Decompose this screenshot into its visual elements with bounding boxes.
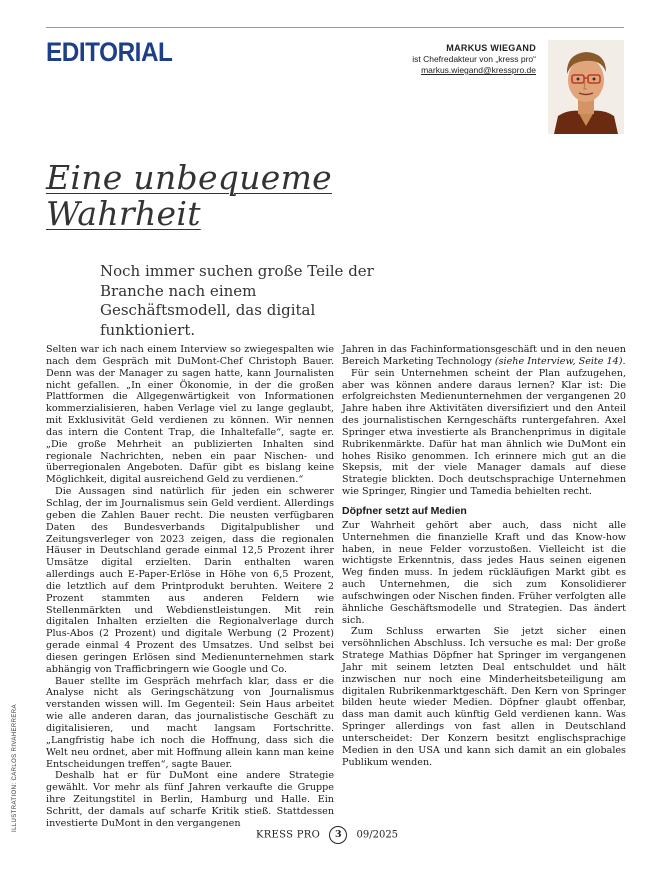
author-role: ist Chefredakteur von „kress pro“: [412, 54, 536, 64]
article-deck: Noch immer suchen große Teile der Branche nach einem Geschäftsmodell, das digital funktioniert.: [100, 262, 374, 339]
body-paragraph: Für sein Unternehmen scheint der Plan aufzugehen, aber was können andere daraus lernen? Klar ist: Die erfolgreichsten Medienunternehmen der vergangenen 20 Jahre haben ihre Aktivitäten diversifiziert und den Anteil des journalistischen Kerngeschäfts runtergefahren. Axel Springer etwa investierte als Branchenprimus in digitale Rubrikenmärkte. Dafür hat man ähnlich wie DuMont ein hohes Risiko genommen. Ich erinnere mich gut an die Skepsis, mit der viele Manager damals auf diese Strategie blickten. Doch deutschsprachige Unternehmen wie Springer, Ringier und Tamedia behielten recht.: [342, 367, 626, 498]
illustration-credit: ILLUSTRATION: CARLOS RIVAHERRERA: [12, 704, 18, 832]
interview-reference: (siehe Interview, Seite 14): [494, 355, 623, 367]
subheading: Döpfner setzt auf Medien: [342, 504, 467, 517]
headline-line-2: Wahrheit: [46, 194, 201, 233]
page-number: 3: [329, 826, 347, 844]
body-text: .: [622, 355, 626, 367]
author-email-link[interactable]: markus.wiegand@kresspro.de: [421, 65, 536, 75]
author-portrait-illustration: [548, 40, 624, 134]
body-paragraph: Die Aussagen sind natürlich für jeden ein schwerer Schlag, der im Journalismus sein Geld verdient. Allerdings geben die Zahlen Bauer recht. Die neusten verfügbaren Daten des Bundesverbands Digitalpublisher und Zeitungsverleger von 2023 zeigen, dass die regionalen Häuser in Deutschland gerade einmal 12,5 Prozent ihrer Umsätze digital erzielten. Darin enthalten waren allerdings auch E-Paper-Erlöse in Höhe von 6,5 Prozent, die letztlich auf dem Printprodukt beruhten. Weitere 2 Prozent stammten aus anderen Feldern wie Stellenmärkten und Webdienstleistungen. Mit rein digitalen Inhalten erzielten die Regionalverlage durch Plus-Abos (2 Prozent) und digitale Werbung (2 Prozent) gerade einmal 4 Prozent des Umsatzes. Und selbst bei diesen geringen Erlösen sind Medienunternehmen stark abhängig von Trafficbringern wie Google und Co.: [46, 486, 334, 675]
body-column-left: [46, 344, 334, 830]
author-info: [412, 43, 536, 76]
headline-line-1: Eine unbequeme: [46, 158, 333, 197]
body-paragraph: Selten war ich nach einem Interview so zwiegespalten wie nach dem Gespräch mit DuMont-Chef Christoph Bauer. Denn was der Manager zu sagen hatte, kann Journalisten nicht gefallen. „In einer Ökonomie, in der die großen Plattformen die Allgegenwärtigkeit von Informationen kommerzialisieren, haben Verlage viel zu lange geglaubt, mit Exklusivität Geld verdienen zu können. Wir nennen das intern die Content Trap, die Inhaltefalle“, sagte er. „Die große Mehrheit an publizierten Inhalten sind regionale Nachrichten, neben ein paar Nischen- und überregionalen Angeboten. Dafür gibt es bislang keine Möglichkeit, digital ausreichend Geld zu verdienen.“: [46, 344, 334, 486]
body-paragraph: Zum Schluss erwarten Sie jetzt sicher einen versöhnlichen Abschluss. Ich versuche es mal: Der große Stratege Mathias Döpfner hat Springer im vergangenen Jahr mit seinem letzten Deal entschuldet und hält inzwischen nur noch eine Minderheitsbeteiligung am digitalen Rubrikenmarktgeschäft. Den Kern von Springer bilden heute wieder Medien. Döpfner glaubt offenbar, dass man damit auch künftig Geld verdienen kann. Was Springer allerdings von fast allen in Deutschland unterscheidet: Der Konzern besitzt englischsprachige Medien in den USA und kann sich damit an ein globales Publikum wenden.: [342, 626, 626, 768]
body-paragraph: Bauer stellte im Gespräch mehrfach klar, dass er die Analyse nicht als Geringschätzung von Journalismus verstanden wissen will. Im Gegenteil: Sein Haus arbeitet wie alle anderen daran, das journalistische Geschäft zu digitalisieren, und macht langsam Fortschritte. „Langfristig habe ich noch die Hoffnung, dass sich die Welt neu ordnet, aber mit Hoffnung allein kann man keine Entscheidungen treffen“, sagte Bauer.: [46, 675, 334, 770]
article-headline: [46, 160, 332, 232]
footer-issue: 09/2025: [356, 829, 399, 841]
section-label: EDITORIAL: [46, 37, 173, 67]
page-footer: [0, 826, 654, 844]
top-rule: [46, 27, 624, 28]
footer-publication: KRESS PRO: [255, 829, 321, 841]
body-paragraph-continued: [342, 344, 626, 368]
author-name: MARKUS WIEGAND: [446, 43, 536, 53]
body-text: Jahren in das Fachinformationsgeschäft und in den neuen Bereich Marketing Technology: [342, 344, 626, 367]
body-paragraph: Zur Wahrheit gehört aber auch, dass nicht alle Unternehmen die finanzielle Kraft und das Know-how haben, in neue Felder vorzustoßen. Vielleicht ist die wichtigste Erkenntnis, dass jedes Haus seinen eigenen Weg finden muss. In jedem rückläufigen Markt gibt es auch Unternehmen, die sich zum Konsolidierer aufschwingen oder Nischen finden. Früher verfolgten alle ähnliche Geschäftsmodelle und Strategien. Das ändert sich.: [342, 519, 626, 626]
body-paragraph: Deshalb hat er für DuMont eine andere Strategie gewählt. Vor mehr als fünf Jahren verkaufte die Gruppe ihre Zeitungstitel in Berlin, Hamburg und Halle. Ein Schritt, der damals auf scharfe Kritik stieß. Stattdessen investierte DuMont in den vergangenen: [46, 770, 334, 829]
body-column-right: [342, 344, 626, 769]
